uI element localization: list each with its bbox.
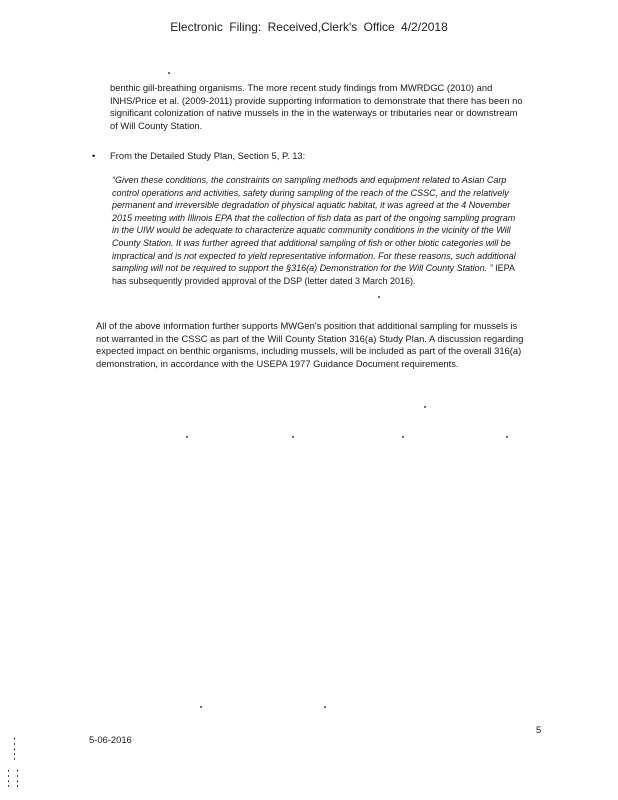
scan-speck bbox=[324, 706, 326, 708]
scan-speck bbox=[168, 72, 170, 74]
page-number: 5 bbox=[536, 724, 542, 735]
scan-speck bbox=[378, 296, 380, 298]
scan-speck bbox=[200, 706, 202, 708]
scan-speck bbox=[424, 406, 426, 408]
quote-plain-text: IEPA has subsequently provided approval of the DSP (letter dated 3 March 2016). bbox=[112, 263, 515, 286]
scan-edge-mark bbox=[14, 738, 15, 760]
paragraph-conclusion: All of the above information further supports MWGen's position that additional sampling for mussels is not warranted in the CSSC as part of the Will County Station 316(a) Study Plan. A discussion regarding expected impact on benthic organisms, including mussels, will be included as part of the overall 316(a) demonstration, in accordance with the USEPA 1977 Guidance Document requirements. bbox=[96, 320, 524, 369]
filing-stamp-header: Electronic Filing: Received,Clerk's Office 4/2/2018 bbox=[170, 20, 448, 34]
scan-speck bbox=[402, 436, 404, 438]
quoted-study-plan-excerpt bbox=[112, 174, 522, 287]
bullet-item bbox=[92, 150, 305, 161]
scan-edge-mark bbox=[17, 770, 18, 790]
scan-speck bbox=[292, 436, 294, 438]
scan-speck bbox=[506, 436, 508, 438]
footer-date: 5-06-2016 bbox=[89, 734, 132, 745]
bullet-text: From the Detailed Study Plan, Section 5, P. 13: bbox=[110, 150, 306, 161]
paragraph-mussel-findings: benthic gill-breathing organisms. The more recent study findings from MWRDGC (2010) and INHS/Price et al. (2009-2011) provide supporting information to demonstrate that there has been no significant colonization of native mussels in the in the waterways or tributaries near or downstream of Will County Station. bbox=[110, 82, 523, 131]
scan-speck bbox=[186, 436, 188, 438]
scan-edge-mark bbox=[8, 770, 9, 790]
quote-italic-text: “Given these conditions, the constraints on sampling methods and equipment related to Asian Carp control operations and activities, safety during sampling of the reach of the CSSC, and the relatively permanent and irreversible degradation of physical aquatic habitat, it was agreed at the 4 November 2015 meeting with Illinois EPA that the collection of fish data as part of the ongoing sampling program in the UIW would be adequate to characterize aquatic community conditions in the vicinity of the Will County Station. It was further agreed that additional sampling of fish or other biotic categories will be impractical and is not expected to yield representative information. For these reasons, such additional sampling will not be required to support the §316(a) Demonstration for the Will County Station. ” bbox=[112, 175, 516, 274]
bullet-icon: • bbox=[92, 150, 96, 161]
